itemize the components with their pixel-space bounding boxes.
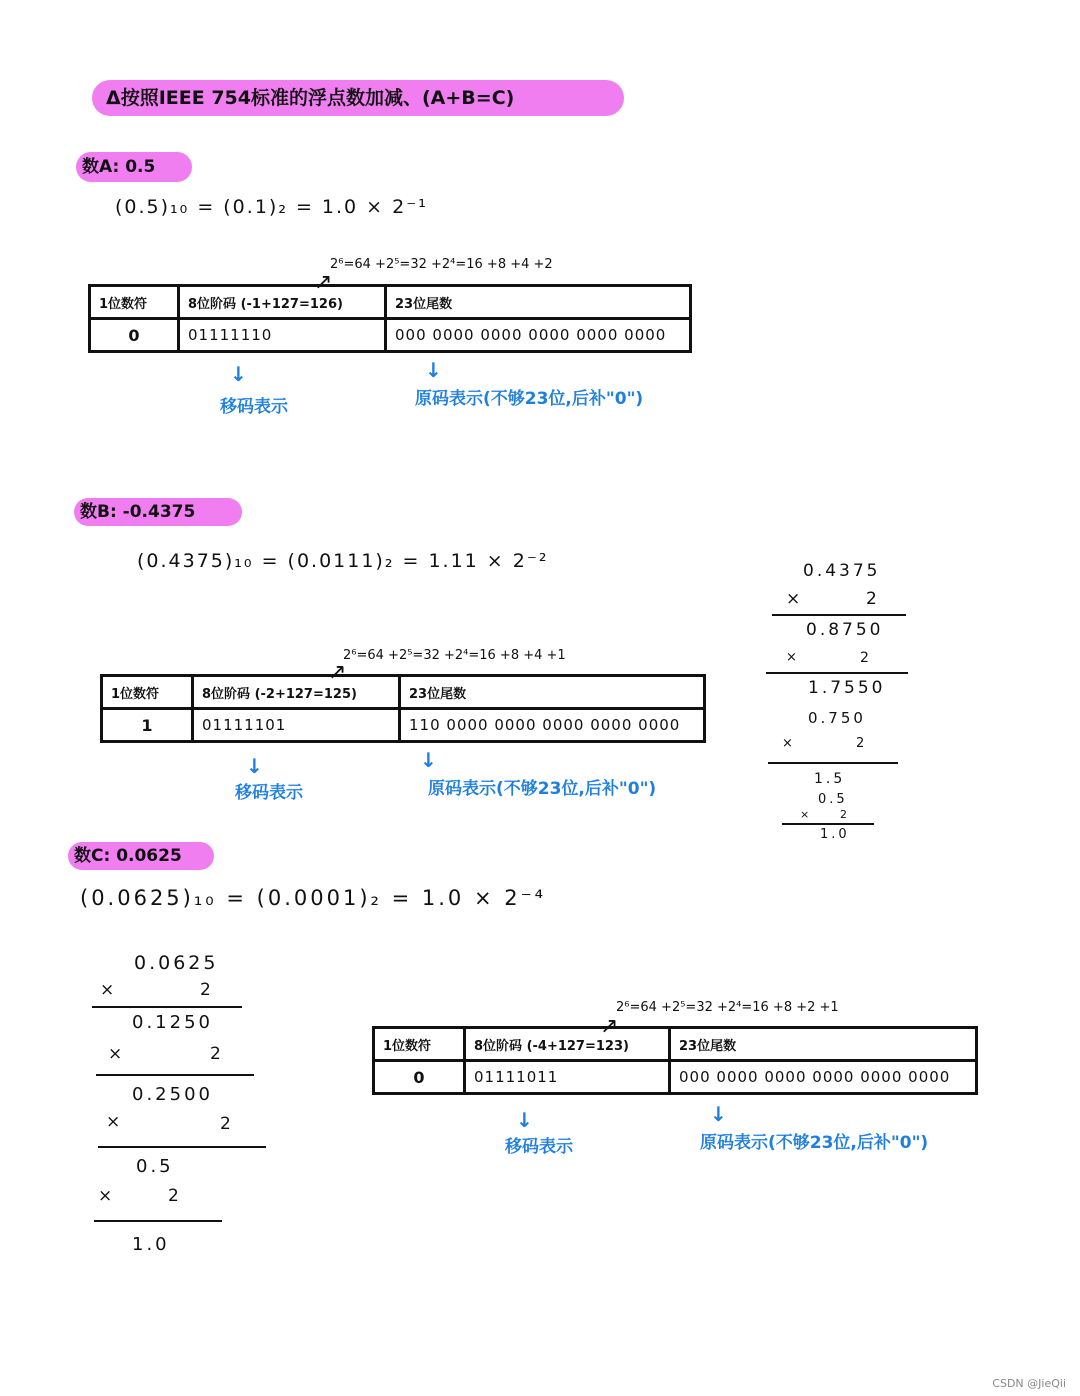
page-title: Δ按照IEEE 754标准的浮点数加减、(A+B=C) — [92, 80, 624, 116]
exponent-value: 01111110 — [179, 319, 386, 352]
calc-line: × — [100, 980, 118, 1000]
sign-header: 1位数符 — [374, 1028, 465, 1061]
section-a-exp-down-arrow-icon: ↓ — [230, 362, 247, 386]
calc-rule — [98, 1146, 266, 1148]
calc-rule — [766, 672, 908, 674]
calc-line: 0.5 — [136, 1156, 174, 1177]
section-a-mant-note: 原码表示(不够23位,后补"0") — [415, 389, 644, 409]
section-b-exp-down-arrow-icon: ↓ — [246, 754, 263, 778]
calc-line: × — [106, 1112, 124, 1132]
section-c-ieee-table — [372, 1026, 978, 1095]
calc-line: × — [800, 808, 813, 821]
section-c-exponent-arrow: ↗ — [600, 1014, 619, 1039]
calc-line: × — [782, 736, 796, 751]
section-c-equation: (0.0625)₁₀ = (0.0001)₂ = 1.0 × 2⁻⁴ — [80, 886, 547, 910]
calc-rule — [768, 762, 898, 764]
calc-line: 2 — [220, 1114, 234, 1134]
calc-line: 0.750 — [808, 709, 866, 727]
calc-line: 2 — [866, 589, 880, 609]
section-b-mant-down-arrow-icon: ↓ — [420, 748, 437, 772]
mantissa-header: 23位尾数 — [670, 1028, 977, 1061]
exponent-value: 01111011 — [465, 1061, 670, 1094]
calc-rule — [92, 1006, 242, 1008]
section-a-mant-down-arrow-icon: ↓ — [425, 358, 442, 382]
calc-line: 2 — [840, 808, 850, 821]
sign-header: 1位数符 — [102, 676, 193, 709]
calc-line: 0.0625 — [134, 952, 219, 974]
section-c-exp-note: 移码表示 — [505, 1137, 573, 1157]
section-c-label: 数C: 0.0625 — [68, 842, 214, 870]
section-a-ieee-table — [88, 284, 692, 353]
footer-watermark: CSDN @JieQii — [992, 1377, 1066, 1390]
section-b-label: 数B: -0.4375 — [74, 498, 242, 526]
calc-line: 2 — [860, 650, 872, 666]
exponent-header: 8位阶码 (-2+127=125) — [193, 676, 400, 709]
mantissa-value: 000 0000 0000 0000 0000 0000 — [670, 1061, 977, 1094]
sign-header: 1位数符 — [90, 286, 179, 319]
calc-line: 0.8750 — [806, 620, 884, 640]
section-c-exp-down-arrow-icon: ↓ — [516, 1108, 533, 1132]
mantissa-value: 110 0000 0000 0000 0000 0000 — [400, 709, 705, 742]
mantissa-header: 23位尾数 — [386, 286, 691, 319]
exponent-value: 01111101 — [193, 709, 400, 742]
section-b-equation: (0.4375)₁₀ = (0.0111)₂ = 1.11 × 2⁻² — [137, 550, 549, 572]
calc-line: × — [786, 650, 800, 665]
section-b-exponent-arrow: ↗ — [328, 660, 347, 685]
sign-value: 0 — [90, 319, 179, 352]
section-a-exp-note: 移码表示 — [220, 397, 288, 417]
calc-line: × — [108, 1044, 126, 1064]
calc-rule — [96, 1074, 254, 1076]
calc-line: 1.5 — [814, 771, 846, 787]
mantissa-header: 23位尾数 — [400, 676, 705, 709]
calc-rule — [94, 1220, 222, 1222]
mantissa-value: 000 0000 0000 0000 0000 0000 — [386, 319, 691, 352]
calc-line: 0.5 — [818, 792, 848, 807]
calc-line: 1.7550 — [808, 678, 886, 698]
calc-line: 1.0 — [820, 827, 850, 842]
calc-line: 2 — [856, 736, 868, 751]
calc-line: 2 — [168, 1186, 182, 1206]
calc-line: × — [786, 589, 804, 609]
section-a-equation: (0.5)₁₀ = (0.1)₂ = 1.0 × 2⁻¹ — [115, 196, 428, 218]
sign-value: 1 — [102, 709, 193, 742]
section-b-exp-note: 移码表示 — [235, 783, 303, 803]
calc-line: × — [98, 1186, 116, 1206]
section-c-mant-note: 原码表示(不够23位,后补"0") — [700, 1133, 929, 1153]
calc-line: 0.2500 — [132, 1084, 213, 1105]
calc-rule — [772, 614, 906, 616]
section-b-mant-note: 原码表示(不够23位,后补"0") — [428, 779, 657, 799]
section-a-exponent-note: 2⁶=64 +2⁵=32 +2⁴=16 +8 +4 +2 — [330, 257, 553, 272]
calc-line: 0.1250 — [132, 1012, 213, 1033]
calc-line: 2 — [200, 980, 214, 1000]
calc-rule — [782, 823, 874, 825]
section-c-mant-down-arrow-icon: ↓ — [710, 1102, 727, 1126]
section-a-label: 数A: 0.5 — [76, 152, 192, 182]
section-a-exponent-arrow: ↗ — [314, 270, 333, 295]
section-c-exponent-note: 2⁶=64 +2⁵=32 +2⁴=16 +8 +2 +1 — [616, 1000, 839, 1015]
calc-line: 1.0 — [132, 1234, 170, 1255]
exponent-header: 8位阶码 (-1+127=126) — [179, 286, 386, 319]
section-b-ieee-table — [100, 674, 706, 743]
exponent-header: 8位阶码 (-4+127=123) — [465, 1028, 670, 1061]
calc-line: 0.4375 — [803, 561, 881, 581]
section-b-exponent-note: 2⁶=64 +2⁵=32 +2⁴=16 +8 +4 +1 — [343, 648, 566, 663]
calc-line: 2 — [210, 1044, 224, 1064]
sign-value: 0 — [374, 1061, 465, 1094]
